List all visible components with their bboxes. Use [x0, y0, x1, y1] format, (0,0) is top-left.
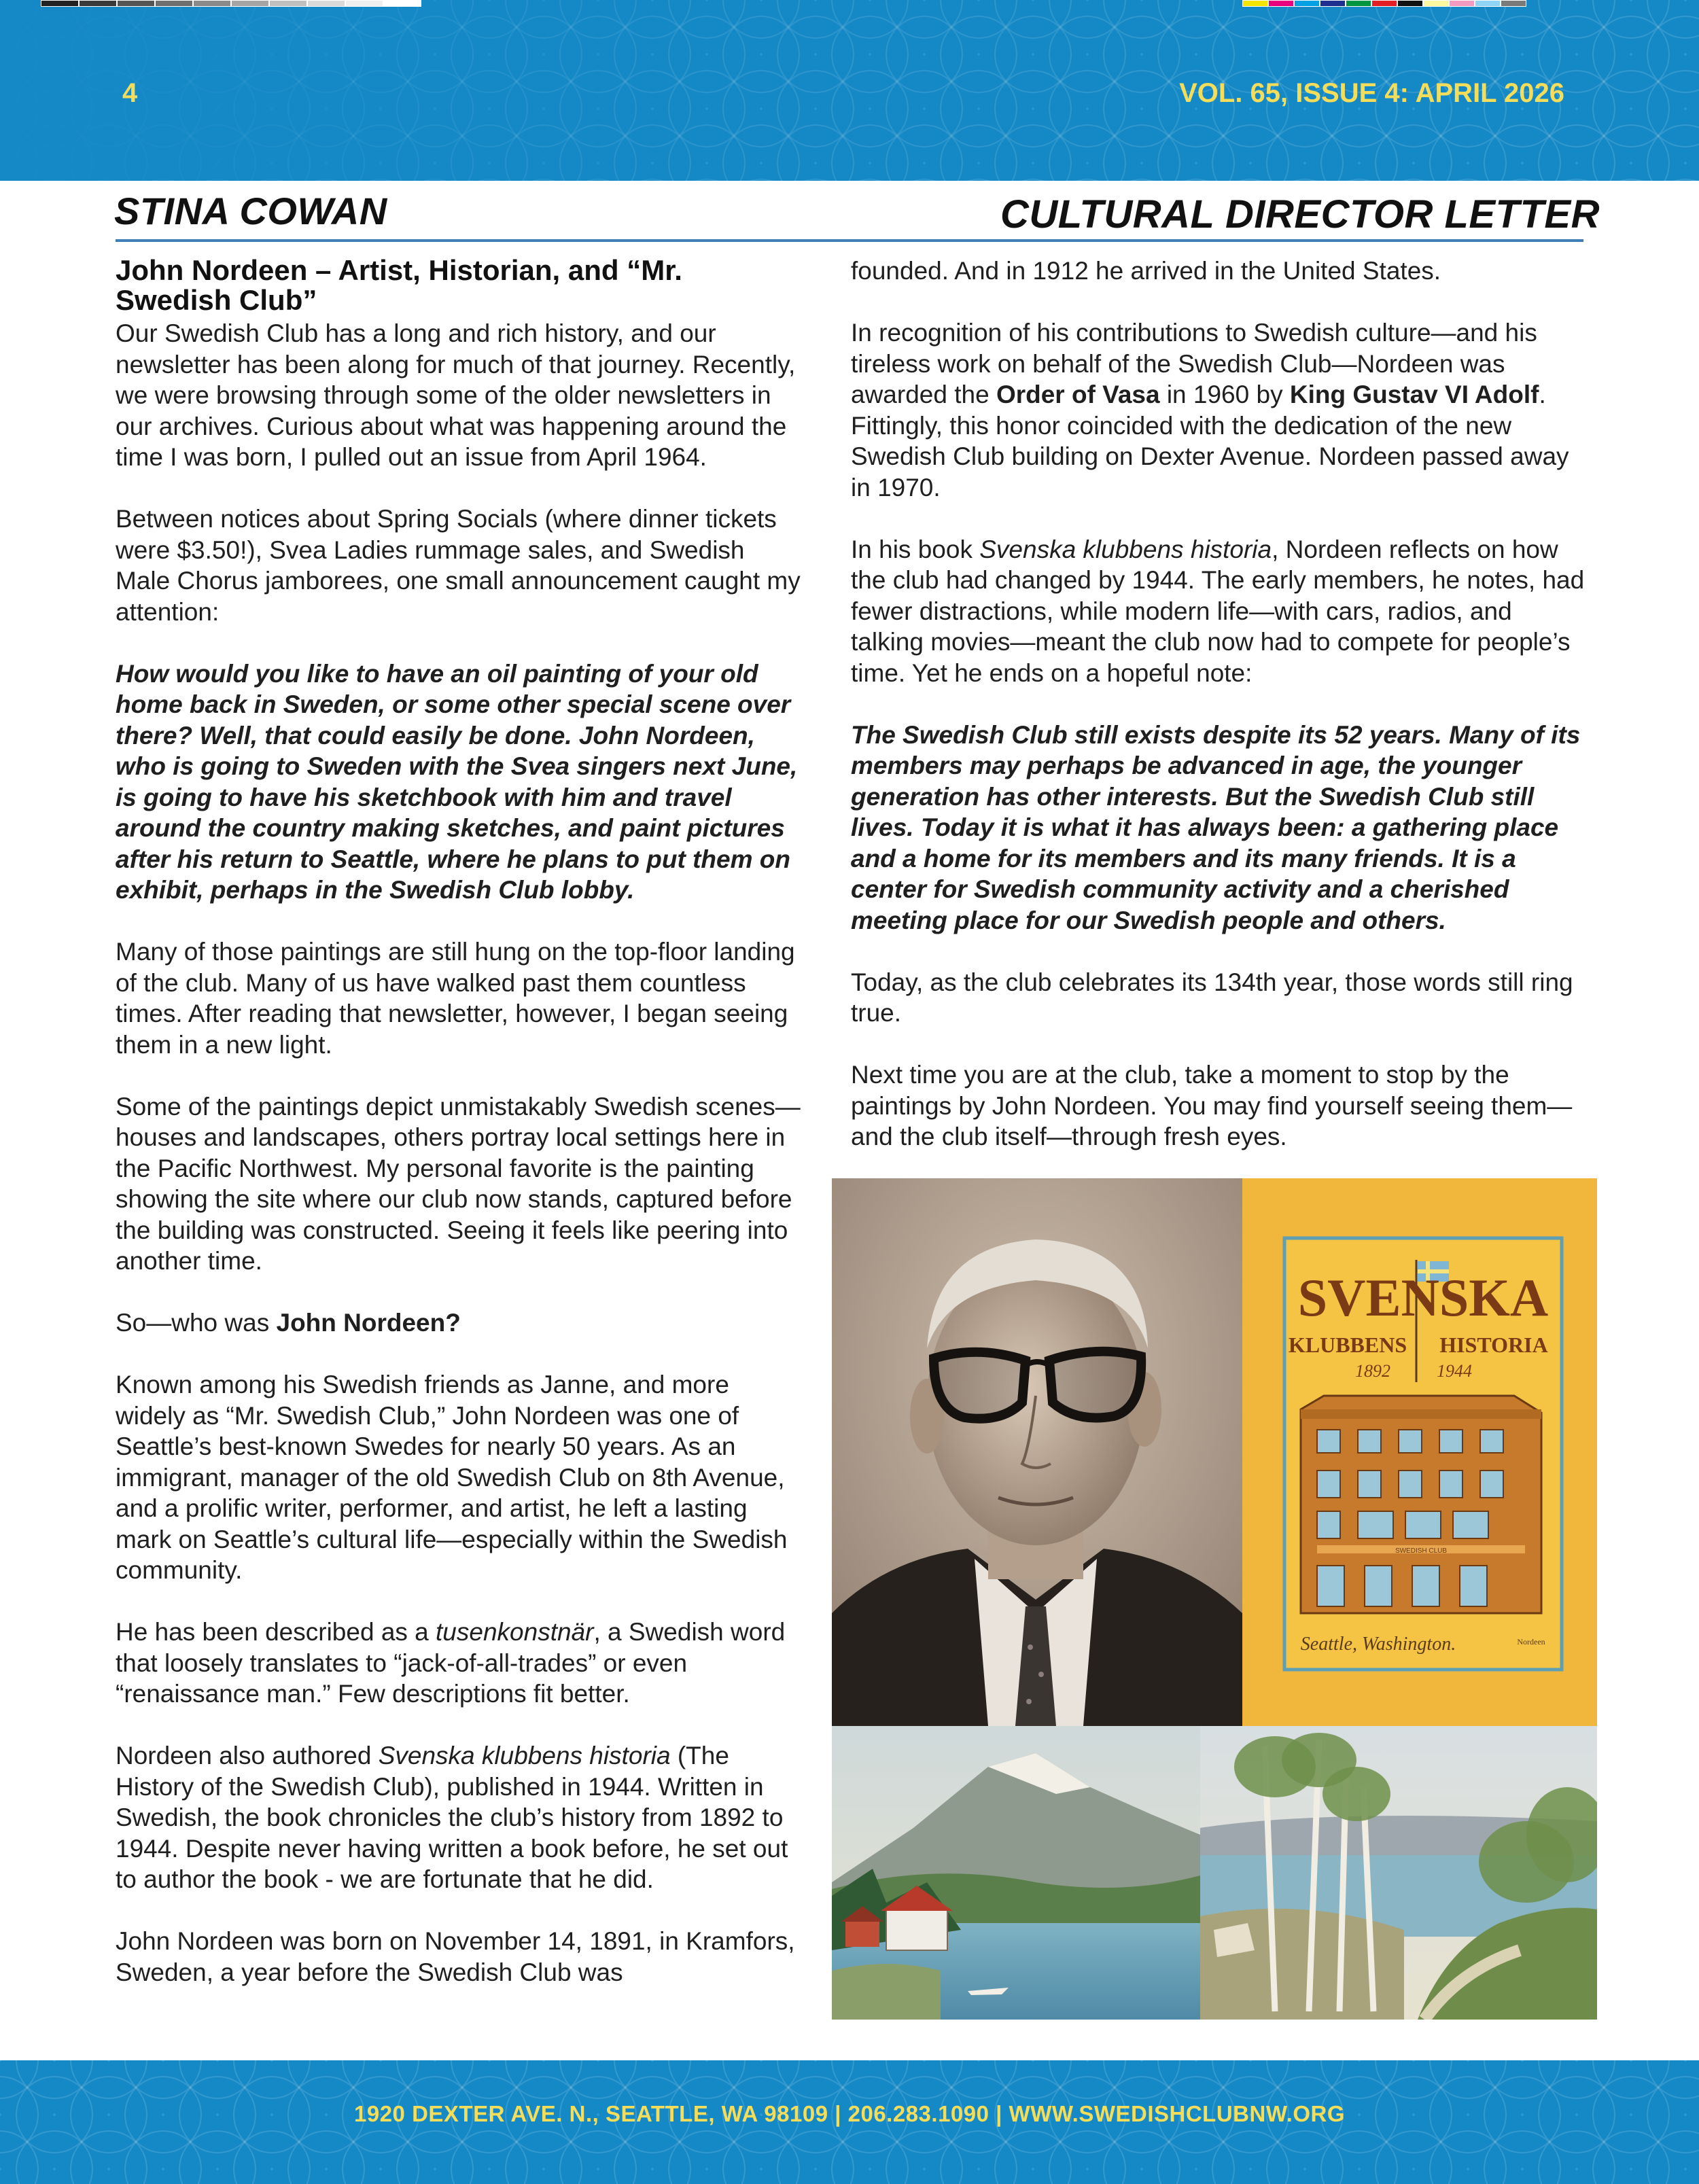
paragraph: Today, as the club celebrates its 134th year, those words still ring true.	[851, 968, 1573, 1027]
paragraph: John Nordeen was born on November 14, 1891, in Kramfors, Sweden, a year before the Swedish Club was	[116, 1927, 795, 1986]
book-title-text: SVENSKA	[1297, 1268, 1549, 1327]
bold-king: King Gustav VI Adolf	[1289, 381, 1539, 408]
italic-term: tusenkonstnär	[436, 1618, 594, 1646]
paragraph: founded. And in 1912 he arrived in the United States.	[851, 257, 1441, 285]
footer-contact: 1920 DEXTER AVE. N., SEATTLE, WA 98109 | 206.283.1090 | WWW.SWEDISHCLUBNW.ORG	[354, 2101, 1345, 2126]
issue-label: VOL. 65, ISSUE 4: APRIL 2026	[1179, 78, 1564, 108]
page-header	[0, 0, 1699, 181]
page-number: 4	[122, 78, 138, 108]
paragraph: So—who was John Nordeen?	[116, 1309, 461, 1337]
book-year-end: 1944	[1437, 1361, 1472, 1381]
article-left-column	[116, 256, 802, 2019]
author-name: STINA COWAN	[114, 190, 387, 232]
building-sign: SWEDISH CLUB	[1395, 1547, 1448, 1555]
book-city: Seattle, Washington.	[1300, 1634, 1456, 1655]
article-title: John Nordeen – Artist, Historian, and “Mr. Swedish Club”	[116, 254, 682, 316]
bold-award: Order of Vasa	[996, 381, 1160, 408]
paragraph: In his book Svenska klubbens historia, Nordeen reflects on how the club had changed by 1944. The early members, he notes, had fewer distractions, while modern life—with cars, radios, and talking movies—meant the club now had to compete for people’s time. Yet he ends on a hopeful note:	[851, 535, 1585, 687]
color-calibration-bar	[1242, 0, 1526, 7]
page-footer	[0, 2060, 1699, 2184]
book-title: Svenska klubbens historia	[378, 1742, 671, 1769]
paragraph: Nordeen also authored Svenska klubbens historia (The History of the Swedish Club), published in 1944. Written in Swedish, the book chronicles the club’s history from 1892 to 1944. Despite never having written a book before, he set out to author the book - we are fortunate that he did.	[116, 1742, 788, 1893]
bold-name: John Nordeen?	[276, 1309, 461, 1337]
painting-birch-shore	[1200, 1726, 1597, 2020]
book-year-start: 1892	[1355, 1361, 1390, 1381]
book-subtitle-right: HISTORIA	[1439, 1333, 1548, 1357]
section-divider	[116, 239, 1583, 242]
paragraph: Our Swedish Club has a long and rich history, and our newsletter has been along for much of that journey. Recently, we were browsing through some of the older newsletters in our archives. Curious about what was happening around the time I was born, I pulled out an issue from April 1964.	[116, 319, 796, 471]
portrait-photo	[832, 1178, 1242, 1726]
paragraph: Between notices about Spring Socials (where dinner tickets were $3.50!), Svea Ladies rummage sales, and Swedish Male Chorus jamborees, one small announcement caught my attention:	[116, 505, 801, 626]
paragraph: Known among his Swedish friends as Janne, and more widely as “Mr. Swedish Club,” John Nordeen was one of Seattle’s best-known Swedes for nearly 50 years. As an immigrant, manager of the old Swedish Club on 8th Avenue, and a prolific writer, performer, and artist, he left a lasting mark on Seattle’s cultural life—especially within the Swedish community.	[116, 1371, 788, 1584]
book-cover-photo	[1242, 1178, 1597, 1726]
book-subtitle-left: KLUBBENS	[1288, 1333, 1407, 1357]
paragraph: Many of those paintings are still hung on the top-floor landing of the club. Many of us have walked past them countless times. After reading that newsletter, however, I began seeing them in a new light.	[116, 938, 795, 1059]
section-title: CULTURAL DIRECTOR LETTER	[1000, 192, 1600, 236]
paragraph: In recognition of his contributions to Swedish culture—and his tireless work on behalf of the Swedish Club—Nordeen was awarded the Order of Vasa in 1960 by King Gustav VI Adolf. Fittingly, this honor coincided with the dedication of the new Swedish Club building on Dexter Avenue. Nordeen passed away in 1970.	[851, 319, 1569, 501]
article-right-column	[851, 256, 1585, 1183]
newsletter-quote: How would you like to have an oil painting of your old home back in Sweden, or some other special scene over there? Well, that could easily be done. John Nordeen, who is going to Sweden with the Svea singers next June, is going to have his sketchbook with him and travel around the country making sketches, and paint pictures after his return to Seattle, where he plans to put them on exhibit, perhaps in the Swedish Club lobby.	[116, 659, 798, 904]
grayscale-calibration-bar	[41, 0, 421, 7]
book-quote: The Swedish Club still exists despite its 52 years. Many of its members may perhaps be advanced in age, the younger generation has other interests. But the Swedish Club still lives. Today it is what it has always been: a gathering place and a home for its members and its many friends. It is a center for Swedish community activity and a cherished meeting place for our Swedish people and others.	[851, 720, 1581, 934]
paragraph: He has been described as a tusenkonstnär, a Swedish word that loosely translates to “jack-of-all-trades” or even “renaissance man.” Few descriptions fit better.	[116, 1618, 786, 1708]
paragraph: Some of the paintings depict unmistakably Swedish scenes—houses and landscapes, others portray local settings here in the Pacific Northwest. My personal favorite is the painting showing the site where our club now stands, captured before the building was constructed. Seeing it feels like peering into another time.	[116, 1092, 801, 1275]
book-title: Svenska klubbens historia	[979, 535, 1272, 563]
book-signature: Nordeen	[1517, 1637, 1545, 1646]
paragraph: Next time you are at the club, take a moment to stop by the paintings by John Nordeen. You may find yourself seeing them—and the club itself—through fresh eyes.	[851, 1061, 1573, 1150]
painting-mountain-lake	[832, 1726, 1200, 2020]
